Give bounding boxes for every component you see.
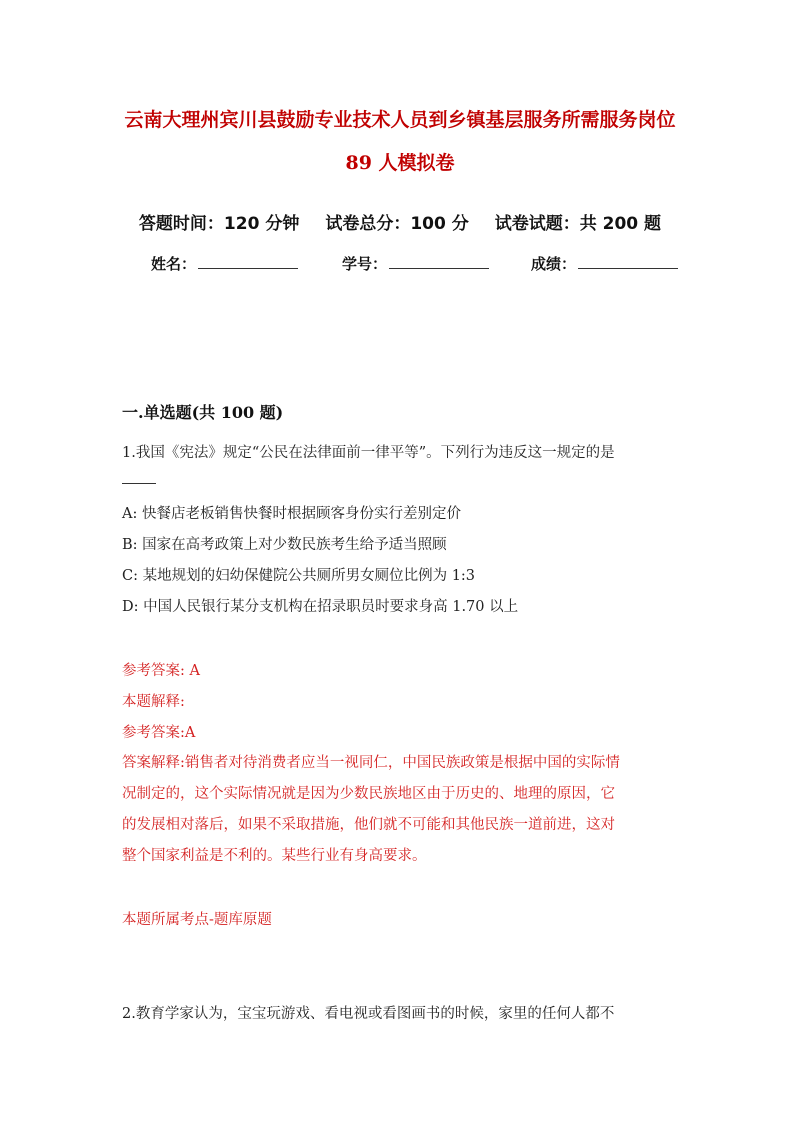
question-1-explanation-line-4: 整个国家利益是不利的。某些行业有身高要求。 (122, 848, 427, 864)
question-1-option-b: B: 国家在高考政策上对少数民族考生给予适当照顾 (122, 537, 447, 553)
exam-meta (0, 209, 800, 234)
name-field (151, 253, 298, 274)
question-1-option-d: D: 中国人民银行某分支机构在招录职员时要求身高 1.70 以上 (122, 599, 519, 615)
student-number-field (342, 253, 489, 274)
document-title-line-1: 云南大理州宾川县鼓励专业技术人员到乡镇基层服务所需服务岗位 (124, 109, 676, 131)
question-1-explanation-line-1: 答案解释:销售者对待消费者应当一视同仁，中国民族政策是根据中国的实际情 (122, 755, 620, 771)
section-title: 一.单选题(共 100 题) (122, 403, 284, 422)
question-1-explanation-label: 本题解释: (122, 694, 185, 710)
question-1-topic: 本题所属考点-题库原题 (122, 912, 272, 928)
name-label: 姓名： (151, 255, 197, 273)
question-1-explanation-line-2: 况制定的，这个实际情况就是因为少数民族地区由于历史的、地理的原因，它 (122, 786, 615, 802)
question-1-reference-answer: 参考答案: A (122, 663, 200, 679)
question-1-option-c: C: 某地规划的妇幼保健院公共厕所男女厕位比例为 1:3 (122, 568, 476, 584)
question-2-stem: 2.教育学家认为，宝宝玩游戏、看电视或看图画书的时候，家里的任何人都不 (122, 1006, 615, 1022)
question-1-answer-blank (122, 472, 156, 488)
student-number-label: 学号： (342, 255, 388, 273)
score-label: 成绩： (531, 255, 577, 273)
document-title-line-2: 89 人模拟卷 (345, 152, 455, 174)
question-1-option-a: A: 快餐店老板销售快餐时根据顾客身份实行差别定价 (122, 506, 461, 522)
student-number-blank[interactable] (389, 254, 489, 269)
name-blank[interactable] (198, 254, 298, 269)
question-1-stem: 1.我国《宪法》规定“公民在法律面前一律平等”。下列行为违反这一规定的是 (122, 445, 615, 461)
question-1-explanation-line-3: 的发展相对落后，如果不采取措施，他们就不可能和其他民族一道前进，这对 (122, 817, 615, 833)
exam-question-count: 试卷试题：共 200 题 (494, 214, 662, 234)
score-field (531, 253, 678, 274)
score-blank[interactable] (578, 254, 678, 269)
exam-total-score: 试卷总分：100 分 (325, 214, 469, 234)
exam-time: 答题时间：120 分钟 (138, 214, 300, 234)
question-1-reference-answer-2: 参考答案:A (122, 725, 196, 741)
